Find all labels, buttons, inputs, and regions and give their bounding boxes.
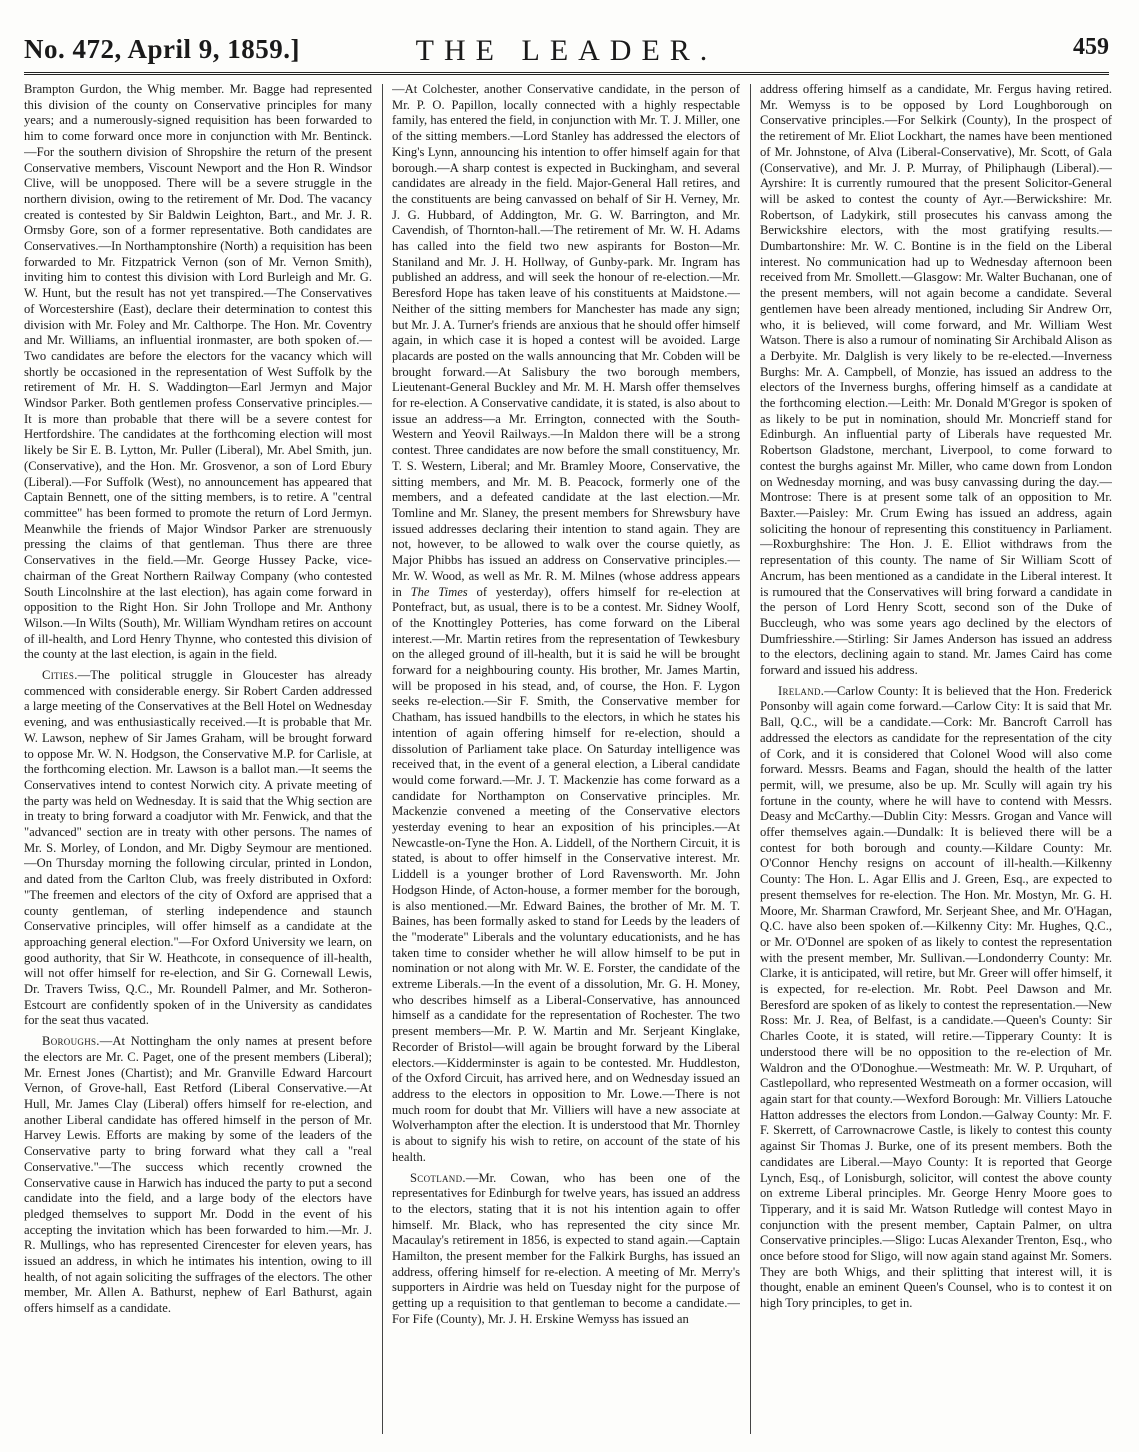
paragraph-text: Brampton Gurdon, the Whig member. Mr. Bagge had represented this division of the county on Conservative principles for many years; and a numerously-signed requisition has been forwarded to him to come forward once more in conjunction with Mr. Bentinck.—For the southern division of Shropshire the return of the present Conservative members, Viscount Newport and the Hon R. Windsor Clive, will be unopposed. There will be a severe struggle in the northern division, owing to the retirement of Mr. Dod. The vacancy created is contested by Sir Baldwin Leighton, Bart., and Mr. J. R. Ormsby Gore, son of a former representative. Both candidates are Conservatives.—In Northamptonshire (North) a requisition has been forwarded to Mr. Fitzpatrick Vernon (son of Mr. Vernon Smith), inviting him to contest this division with Lord Burleigh and Mr. G. W. Hunt, but the result has not yet transpired.—The Conservatives of Worcestershire (East), declare their determination to contest this division with Mr. Foley and Mr. Calthorpe. The Hon. Mr. Coventry and Mr. Williams, an influential ironmaster, are both spoken of.—Two candidates are before the electors for the vacancy which will shortly be occasioned in the representation of West Suffolk by the retirement of Mr. H. S. Waddington—Earl Jermyn and Major Windsor Parker. Both gentlemen profess Conservative principles.—It is more than probable that there will be a severe contest for Hertfordshire. The candidates at the forthcoming election will most likely be Sir E. B. Lytton, Mr. Puller (Liberal), Mr. Abel Smith, jun. (Conservative), and the Hon. Mr. Grosvenor, a son of Lord Ebury (Liberal).—For Suffolk (West), no announcement has appeared that Captain Bennett, one of the sitting members, is to retire. A "central committee" has been formed to promote the return of Lord Jermyn. Meanwhile the friends of Major Windsor Parker are strenuously pressing the claims of that gentleman. Thus there are three Conservatives in the field.—Mr. George Hussey Packe, vice-chairman of the Great Northern Railway Company (who contested South Lincolnshire at the last election), has again come forward in opposition to the Right Hon. Sir John Trollope and Mr. Anthony Wilson.—In Wilts (South), Mr. William Wyndham retires on account of ill-health, and Lord Henry Thynne, who contested this division of the county at the last election, is again in the field. xyxy=(24,82,372,662)
paragraph-scotland xyxy=(392,1171,740,1328)
paragraph xyxy=(392,82,740,1166)
section-rubric-scotland: Scotland. xyxy=(410,1170,466,1185)
issue-label: No. 472, April 9, 1859.] xyxy=(24,34,301,64)
paragraph-text: —At Nottingham the only names at present before the electors are Mr. C. Paget, one of the present members (Liberal); Mr. Ernest Jones (Chartist); and Mr. Granville Edward Harcourt Vernon, of Grove-hall, East Retford (Liberal Conservative.—At Hull, Mr. James Clay (Liberal) offers himself for re-election, and another Liberal candidate has offered himself in the person of Mr. Harvey Lewis. Efforts are making by some of the leaders of the Conservative party to bring forward what they call a "real Conservative."—The success which recently crowned the Conservative cause in Harwich has induced the party to put a second candidate into the field, and a large body of the electors have pledged themselves to support Mr. Dodd in the event of his accepting the invitation which has been forwarded to him.—Mr. J. R. Mullings, who has represented Cirencester for eleven years, has issued an address, in which he intimates his intention, owing to ill health, of not again soliciting the suffrages of the electors. The other member, Mr. Allen A. Bathurst, nephew of Earl Bathurst, again offers himself as a candidate. xyxy=(24,1034,372,1316)
paragraph-cities xyxy=(24,668,372,1029)
article-column-3 xyxy=(760,82,1112,1437)
newspaper-citation: The Times xyxy=(410,584,468,599)
paper-title: THE LEADER. xyxy=(415,34,718,67)
paragraph xyxy=(760,82,1112,679)
section-rubric-cities: Cities. xyxy=(42,668,78,683)
paragraph-boroughs xyxy=(24,1034,372,1317)
paragraph-text: —Carlow County: It is believed that the Hon. Frederick Ponsonby will again come forward.—Carlow City: It is said that Mr. Ball, Q.C., will be a candidate.—Cork: Mr. Bancroft Carroll has addressed the electors as candidate for the representation of the city of Cork, and it is considered that Colonel Wood will also come forward. Messrs. Beams and Fagan, should the health of the latter permit, will, we presume, also be up. Mr. Scully will again try his fortune in the county, where he will have to contend with Messrs. Deasy and McCarthy.—Dublin City: Messrs. Grogan and Vance will offer themselves again.—Dundalk: It is believed there will be a contest for both borough and county.—Kildare County: Mr. O'Connor Henchy resigns on account of ill-health.—Kilkenny County: The Hon. L. Agar Ellis and J. Green, Esq., are expected to present themselves for re-election. The Hon. Mr. Mostyn, Mr. G. H. Moore, Mr. Sharman Crawford, Mr. Serjeant Shee, and Mr. O'Hagan, Q.C. have also been spoken of.—Kilkenny City: Mr. Hughes, Q.C., or Mr. O'Donnel are spoken of as likely to contest the representation with the present member, Mr. Sullivan.—Londonderry County: Mr. Clarke, it is anticipated, will retire, but Mr. Greer will offer himself, it is expected, for re-election. Mr. Robt. Peel Dawson and Mr. Beresford are spoken of as likely to contest the representation.—New Ross: Mr. J. Rea, of Belfast, is a candidate.—Queen's County: Sir Charles Coote, it is stated, will retire.—Tipperary County: It is understood there will be no opposition to the re-election of Mr. Waldron and the O'Donoghue.—Westmeath: Mr. W. P. Urquhart, of Castlepollard, who represented Westmeath on a former occasion, will again start for that county.—Wexford Borough: Mr. Villiers Latouche Hatton addresses the electors from London.—Galway County: Mr. F. F. Skerrett, of Carrownacrowe Castle, is likely to contest this county against Sir Thomas J. Burke, one of its present members. Both the candidates are Liberal.—Mayo County: It is reported that George Lynch, Esq., of Lonisburgh, solicitor, will contest the above county on extreme Liberal principles. Mr. George Henry Moore goes to Tipperary, and it is said Mr. Watson Rutledge will contest Mayo in conjunction with the present member, Captain Palmer, on ultra Conservative principles.—Sligo: Lucas Alexander Trenton, Esq., who once before stood for Sligo, will now again stand against Mr. Somers. They are both Whigs, and their splitting that interest will, it is thought, enable an eminent Queen's Counsel, who is to contest it on high Tory principles, to get in. xyxy=(760,683,1112,1311)
masthead xyxy=(24,20,1109,75)
article-column-1 xyxy=(24,82,372,1437)
column-rule xyxy=(750,84,751,1434)
paragraph-ireland xyxy=(760,684,1112,1312)
section-rubric-boroughs: Boroughs. xyxy=(42,1034,100,1049)
page-number: 459 xyxy=(1073,34,1109,60)
paragraph-text: of yesterday), offers himself for re-election at Pontefract, but, as usual, there is to be a contest. Mr. Sidney Woolf, of the Knottingley Potteries, has come forward on the Liberal interest.—Mr. Martin retires from the representation of Tewkesbury on the alleged ground of ill-health, but it is said he will be brought forward for a neighbouring county. His brother, Mr. James Martin, will be proposed in his stead, and, of course, the Hon. F. Lygon seeks re-election.—Sir F. Smith, the Conservative member for Chatham, has issued handbills to the electors, in which he states his intention of again offering himself for re-election, should a dissolution of Parliament take place. On Saturday intelligence was received that, in the event of a general election, a Liberal candidate would come forward.—Mr. J. T. Mackenzie has come forward as a candidate for Northampton on Conservative principles. Mr. Mackenzie convened a meeting of the Conservative electors yesterday evening to hear an exposition of his principles.—At Newcastle-on-Tyne the Hon. A. Liddell, of the Northern Circuit, it is stated, is about to offer himself in the Conservative interest. Mr. Liddell is a younger brother of Lord Ravensworth. Mr. John Hodgson Hinde, of Acton-house, a former member for the borough, is also mentioned.—Mr. Edward Baines, the brother of Mr. M. T. Baines, has been formally asked to stand for Leeds by the leaders of the "moderate" Liberals and the voluntary educationists, and he has taken time to consider whether he will allow himself to be put in nomination or not along with Mr. W. E. Forster, the candidate of the extreme Liberals.—In the event of a dissolution, Mr. G. H. Money, who describes himself as a Liberal-Conservative, has announced himself as a candidate for the representation of Rochester. The two present members—Mr. P. W. Martin and Mr. Serjeant Kinglake, Recorder of Bristol—will again be brought forward by the Liberal electors.—Kidderminster is again to be contested. Mr. Huddleston, of the Oxford Circuit, has arrived here, and on Wednesday issued an address to the electors in opposition to Mr. Lowe.—There is not much room for doubt that Mr. Villiers will have a new associate at Wolverhampton after the election. It is understood that Mr. Thornley is about to signify his wish to retire, on account of the state of his health. xyxy=(392,584,740,1164)
paragraph-text: —Mr. Cowan, who has been one of the representatives for Edinburgh for twelve years, has issued an address to the electors, stating that it is not his intention again to offer himself. Mr. Black, who has represented the city since Mr. Macaulay's retirement in 1856, is expected to stand again.—Captain Hamilton, the present member for the Falkirk Burghs, has issued an address, offering himself for re-election. A meeting of Mr. Merry's supporters in Airdrie was held on Tuesday night for the purpose of getting up a requisition to that gentleman to become a candidate.—For Fife (County), Mr. J. H. Erskine Wemyss has issued an xyxy=(392,1170,740,1326)
paragraph xyxy=(24,82,372,663)
paragraph-text: address offering himself as a candidate, Mr. Fergus having retired. Mr. Wemyss is to be opposed by Lord Loughborough on Conservative principles.—For Selkirk (County), In the prospect of the retirement of Mr. Eliot Lockhart, the names have been mentioned of Mr. Johnstone, of Alva (Liberal-Conservative), Mr. Scott, of Gala (Conservative), and Mr. J. P. Murray, of Philiphaugh (Liberal).—Ayrshire: It is currently rumoured that the present Solicitor-General will be asked to contest the county of Ayr.—Berwickshire: Mr. Robertson, of Ladykirk, still prosecutes his canvass among the Berwickshire electors, with the most gratifying results.—Dumbartonshire: Mr. W. C. Bontine is in the field on the Liberal interest. No communication had up to Wednesday afternoon been received from Mr. Smollett.—Glasgow: Mr. Walter Buchanan, one of the present members, will not again become a candidate. Several gentlemen have been already mentioned, including Sir Andrew Orr, who, it is believed, will come forward, and Mr. William West Watson. There is also a rumour of nominating Sir Archibald Alison as a Derbyite. Mr. Dalglish is very likely to be re-elected.—Inverness Burghs: Mr. A. Campbell, of Monzie, has issued an address to the electors of the Inverness burghs, offering himself as a candidate at the forthcoming election.—Leith: Mr. Donald M'Gregor is spoken of as likely to be put in nomination, should Mr. Moncrieff stand for Edinburgh. An influential party of Liberals have requested Mr. Robertson Gladstone, merchant, Liverpool, to come forward to contest the burghs against Mr. Miller, who came down from London on Wednesday morning, and was busy canvassing during the day.—Montrose: There is at present some talk of an opposition to Mr. Baxter.—Paisley: Mr. Crum Ewing has issued an address, again soliciting the honour of representing this constituency in Parliament.—Roxburghshire: The Hon. J. E. Elliot withdraws from the representation of this county. The name of Sir William Scott of Ancrum, has been mentioned as a candidate in the Liberal interest. It is rumoured that the Conservatives will bring forward a candidate in the person of Lord Henry Scott, second son of the Duke of Buccleugh, who was some years ago declined by the electors of Dumfriesshire.—Stirling: Sir James Anderson has issued an address to the electors, declining again to stand. Mr. James Caird has come forward and issued his address. xyxy=(760,82,1112,678)
section-rubric-ireland: Ireland. xyxy=(778,683,825,698)
paragraph-text: —The political struggle in Gloucester has already commenced with considerable energy. Sir Robert Carden addressed a large meeting of the Conservatives at the Bell Hotel on Wednesday evening, and was enthusiastically received.—It is probable that Mr. W. Lawson, nephew of Sir James Graham, will be brought forward to oppose Mr. W. N. Hodgson, the Conservative M.P. for Carlisle, at the forthcoming election. Mr. Lawson is a ballot man.—It seems the Conservatives intend to contest Norwich city. A private meeting of the party was held on Wednesday. It is said that the Whig section are in treaty to bring forward a coadjutor with Mr. Fenwick, and that the "advanced" section are in treaty with other persons. The names of Mr. S. Morley, of London, and Mr. Digby Seymour are mentioned.—On Thursday morning the following circular, printed in London, and dated from the Carlton Club, was freely distributed in Oxford: "The freemen and electors of the city of Oxford are apprised that a county gentleman, of sterling independence and staunch Conservative principles, will offer himself as a candidate at the approaching general election."—For Oxford University we learn, on good authority, that Sir W. Heathcote, in consequence of ill-health, will not offer himself for re-election, and Sir G. Cornewall Lewis, Dr. Travers Twiss, Q.C., Mr. Roundell Palmer, and Mr. Sotheron-Estcourt are confidently spoken of in the University as candidates for the seat thus vacated. xyxy=(24,668,372,1028)
column-rule xyxy=(382,84,383,1434)
paragraph-text: —At Colchester, another Conservative candidate, in the person of Mr. P. O. Papillon, locally connected with a highly respectable family, has entered the field, in conjunction with Mr. T. J. Miller, one of the sitting members.—Lord Stanley has addressed the electors of King's Lynn, announcing his intention to offer himself again for that borough.—A sharp contest is expected in Buckingham, and several candidates are already in the field. Major-General Hall retires, and the constituents are being canvassed on behalf of Sir H. Verney, Mr. J. G. Hubbard, of Addington, Mr. G. W. Barrington, and Mr. Cavendish, of Thornton-hall.—The retirement of Mr. W. H. Adams has called into the field two new aspirants for Boston—Mr. Staniland and Mr. J. H. Hollway, of Gunby-park. Mr. Ingram has published an address, and will seek the honour of re-election.—Mr. Beresford Hope has taken leave of his constituents at Maidstone.—Neither of the sitting members for Manchester has made any sign; but Mr. J. A. Turner's friends are anxious that he should offer himself again, in which case it is hoped a contest will be avoided. Large placards are posted on the walls announcing that Mr. Cobden will be brought forward.—At Salisbury the two borough members, Lieutenant-General Buckley and Mr. M. H. Marsh offer themselves for re-election. A Conservative candidate, it is stated, is also about to issue an address—a Mr. Errington, connected with the South-Western and Yeovil Railways.—In Maldon there will be a strong contest. Three candidates are now before the small constituency, Mr. T. S. Western, Liberal; and Mr. Bramley Moore, Conservative, the sitting members, and Mr. M. B. Peacock, formerly one of the members, and a defeated candidate at the last election.—Mr. Tomline and Mr. Slaney, the present members for Shrewsbury have issued addresses declaring their intention to stand again. They are not, however, to be allowed to walk over the course quietly, as Major Phibbs has issued an address on Conservative principles.—Mr. W. Wood, as well as Mr. R. M. Milnes (whose address appears in xyxy=(392,82,740,599)
article-column-2 xyxy=(392,82,740,1437)
